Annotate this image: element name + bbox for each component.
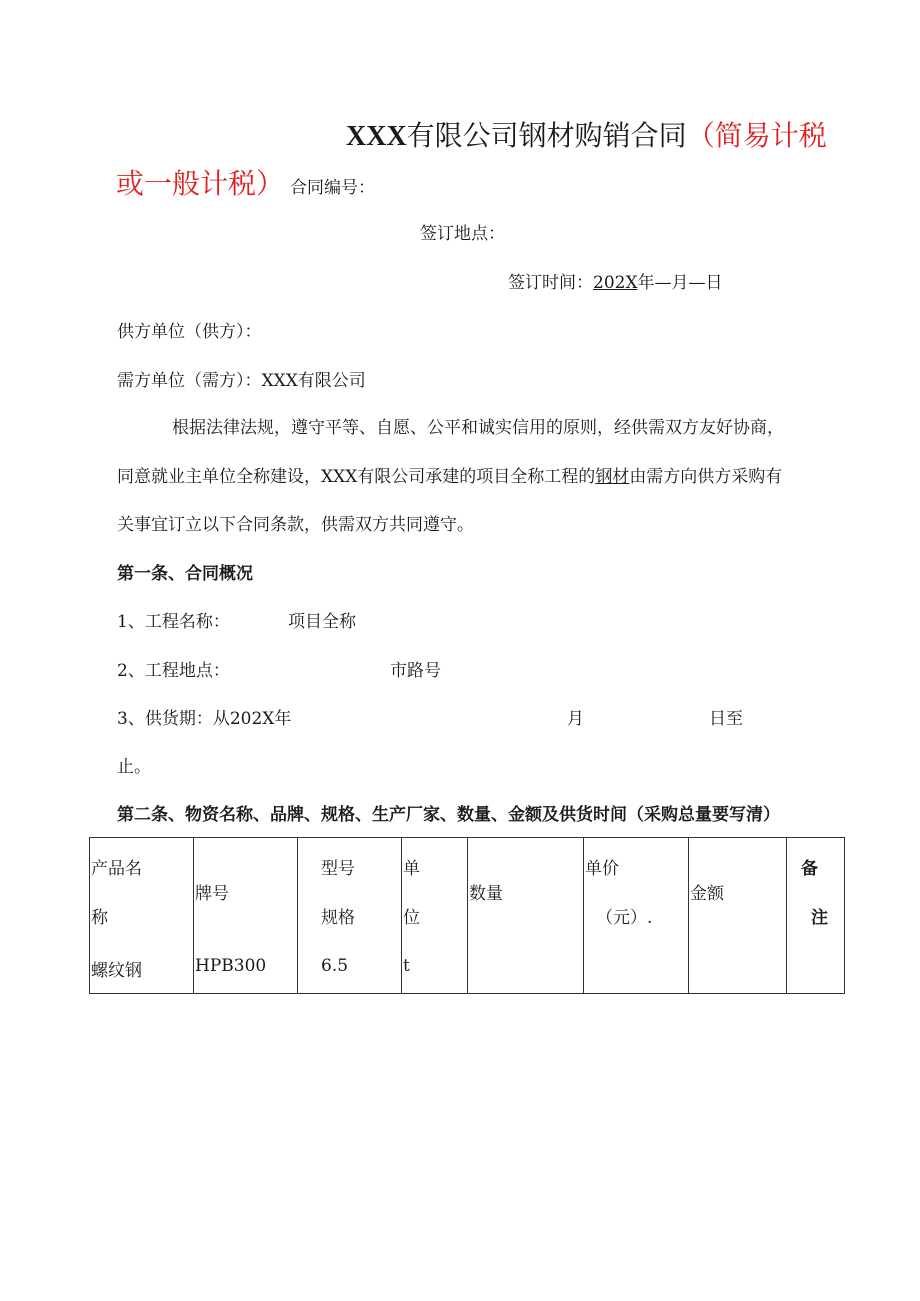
row-brand: HPB300	[195, 956, 267, 976]
sign-time-year: 202X	[593, 273, 638, 293]
brand-column	[194, 838, 298, 994]
intro-line-1: 根据法律法规，遵守平等、自愿、公平和诚实信用的原则，经供需双方友好协商，	[172, 418, 784, 438]
header-product-2: 称	[91, 908, 108, 928]
contract-number-label: 合同编号：	[290, 178, 376, 198]
header-product-1: 产品名	[91, 859, 142, 879]
note-column	[787, 838, 845, 994]
intro-line-2a: 同意就业主单位全称建设，XXX有限公司承建的项目全称工程的	[117, 467, 596, 487]
supply-period-month: 月	[567, 709, 584, 729]
intro-line-3: 关事宜订立以下合同条款，供需双方共同遵守。	[117, 515, 474, 535]
header-model-2: 规格	[321, 908, 355, 928]
row-product: 螺纹钢	[91, 961, 142, 981]
product-column	[90, 838, 194, 994]
contract-title	[346, 114, 827, 154]
article2-heading: 第二条、物资名称、品牌、规格、生产厂家、数量、金额及供货时间（采购总量要写清）	[117, 805, 780, 825]
header-price-2: （元）.	[596, 908, 653, 928]
project-location-value: 市路号	[390, 661, 441, 681]
sign-time	[508, 268, 723, 293]
header-note-1: 备	[801, 859, 818, 879]
row-spec: 6.5	[321, 956, 349, 976]
header-amount: 金额	[690, 884, 724, 904]
buyer-label: 需方单位（需方）：XXX有限公司	[117, 371, 366, 391]
header-brand: 牌号	[195, 884, 229, 904]
price-column	[584, 838, 689, 994]
project-name-value: 项目全称	[288, 612, 356, 632]
header-note-2: 注	[811, 908, 828, 928]
supplier-label: 供方单位（供方）：	[117, 322, 262, 342]
article1-heading: 第一条、合同概况	[117, 564, 253, 584]
header-quantity: 数量	[469, 884, 503, 904]
title-tax-note-cont: 或一般计税）	[116, 167, 285, 200]
project-location-label: 2、工程地点：	[117, 661, 230, 681]
row-unit: t	[403, 956, 410, 976]
header-model-1: 型号	[321, 859, 355, 879]
sign-place-label: 签订地点：	[420, 224, 505, 244]
title-main: 有限公司钢材购销合同	[406, 119, 687, 152]
goods-table	[89, 837, 845, 994]
model-column	[298, 838, 402, 994]
title-company-placeholder: XXX	[346, 121, 407, 152]
supply-period-day: 日至	[709, 709, 743, 729]
project-name-label: 1、工程名称：	[117, 612, 230, 632]
intro-line-2c: 由需方向供方采购有	[629, 467, 783, 487]
sign-time-rest: 年—月—日	[637, 273, 723, 293]
table-row	[90, 838, 845, 994]
title-tax-note: （简易计税	[686, 119, 827, 152]
qty-column	[468, 838, 584, 994]
header-unit-2: 位	[403, 908, 420, 928]
unit-column	[402, 838, 468, 994]
sign-time-label: 签订时间：	[508, 273, 593, 293]
supply-period-label: 3、供货期：从202X年	[117, 709, 292, 729]
supply-period-end: 止。	[117, 757, 151, 777]
contract-title-line2	[116, 162, 375, 202]
header-price-1: 单价	[585, 859, 619, 879]
header-unit-1: 单	[403, 859, 420, 879]
amount-column	[689, 838, 787, 994]
intro-line-2	[117, 462, 782, 487]
intro-material-link: 钢材	[595, 467, 630, 487]
